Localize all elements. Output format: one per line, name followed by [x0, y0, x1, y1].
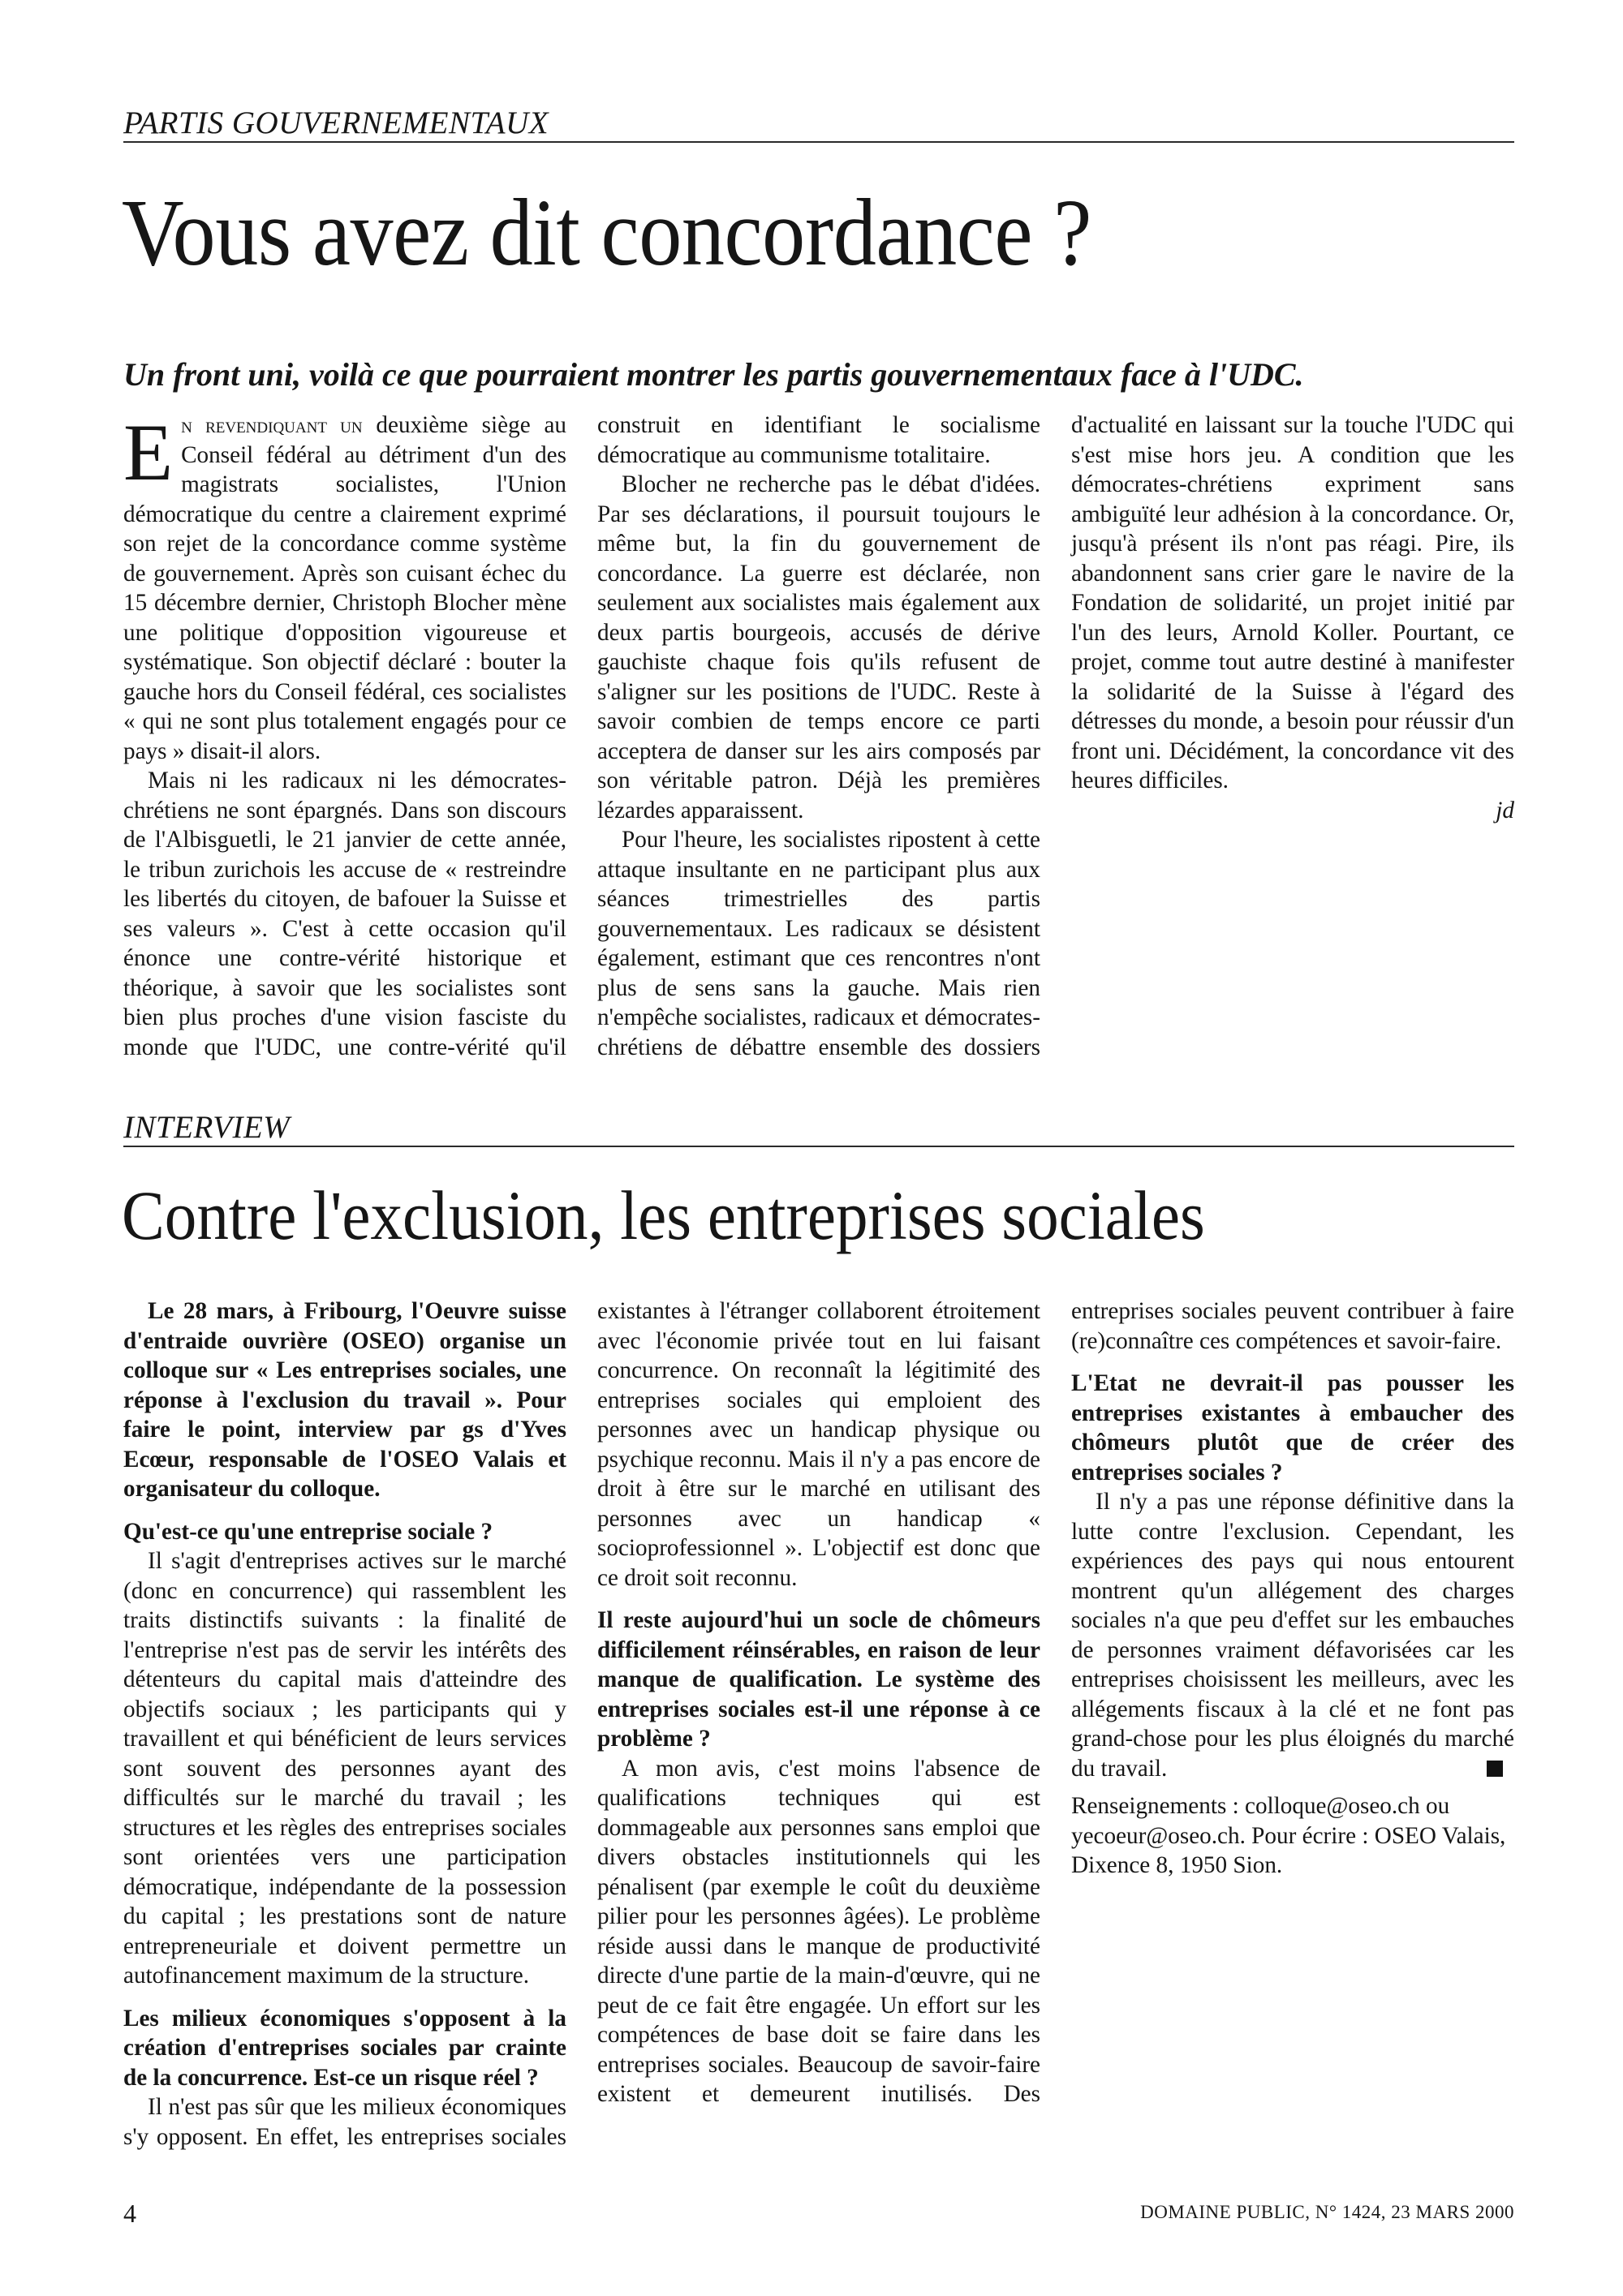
section-rule-2 — [123, 1146, 1514, 1147]
article-2-title: Contre l'exclusion, les entreprises sociales — [122, 1176, 1205, 1254]
article-1-body — [123, 407, 1514, 1066]
answer-4 — [1071, 1487, 1514, 1783]
question-4: L'Etat ne devrait-il pas pousser les entreprises existantes à embaucher des chômeurs plutôt que de créer des entreprises sociales ? — [1071, 1370, 1514, 1486]
article-1-p4: Pour l'heure, les socialistes ripostent à cette attaque insultante en ne participant plus aux séances trimestrielles des partis gouvernementaux. Les radicaux se désistent également, estimant que ces rencontres n'ont plus de sens sans la gauche. Mais rien n'empêche socialistes, radicaux et démocrates-chrétiens de débattre ensemble des dossiers d'actualité en laissant sur la touche l'UDC qui s'est mise hors jeu. A condition que les démocrates-chrétiens expriment sans ambiguïté leur adhésion à la concordance. Or, jusqu'à présent ils n'ont pas réagi. Pire, ils abandonnent sans crier gare le navire de la Fondation de solidarité, un projet initié par l'un des leurs, Arnold Koller. Pourtant, ce projet, comme tout autre destiné à manifester la solidarité de la Suisse à l'égard des détresses du monde, a besoin pour réussir d'un front uni. Décidément, la concordance vit des heures difficiles. — [597, 412, 1514, 1060]
section-label-1: PARTIS GOUVERNEMENTAUX — [123, 105, 549, 140]
page-number: 4 — [123, 2199, 136, 2228]
article-1-p3: Blocher ne recherche pas le débat d'idées. Par ses déclarations, il poursuit toujours le même but, la fin du gouvernement de concordance. La guerre est déclarée, non seulement aux socialistes mais également aux deux partis bourgeois, accusés de dérive gauchiste chaque fois qu'ils refusent de s'aligner sur les positions de l'UDC. Reste à savoir combien de temps encore ce parti acceptera de danser sur les airs composés par son véritable patron. Déjà les premières lézardes apparaissent. — [597, 471, 1040, 823]
article-1-signature: jd — [1496, 797, 1514, 823]
drop-cap-letter: E — [123, 407, 174, 497]
question-2: Les milieux économiques s'opposent à la création d'entreprises sociales par crainte de la concurrence. Est-ce un risque réel ? — [123, 2005, 566, 2091]
p1-text: deuxième siège au Conseil fédéral au détriment d'un des magistrats socialistes, l'Union démocratique du centre a clairement exprimé son rejet de la concordance comme système de gouvernement. Après son cuisant échec du 15 décembre dernier, Christoph Blocher mène une politique d'opposition vigoureuse et systématique. Son objectif déclaré : bouter la gauche hors du Conseil fédéral, ces socialistes « qui ne sont plus totalement engagés pour ce pays » disait-il alors. — [123, 412, 566, 764]
contact-info: Renseignements : colloque@oseo.ch ou yecoeur@oseo.ch. Pour écrire : OSEO Valais, Dixence 8, 1950 Sion. — [1071, 1793, 1506, 1878]
opening-words: n revendiquant un — [181, 413, 363, 437]
question-3: Il reste aujourd'hui un socle de chômeurs difficilement réinsérables, en raison de leur manque de qualification. Le système des entreprises sociales est-il une réponse à ce problème ? — [597, 1607, 1040, 1752]
interview-intro: Le 28 mars, à Fribourg, l'Oeuvre suisse d'entraide ouvrière (OSEO) organise un colloque sur « Les entreprises sociales, une réponse à l'exclusion du travail ». Pour faire le point, interview par gs d'Yves Ecœur, responsable de l'OSEO Valais et organisateur du colloque. — [123, 1298, 566, 1502]
section-label-2: INTERVIEW — [123, 1110, 291, 1145]
answer-3: A mon avis, c'est moins l'absence de qualifications techniques qui est dommageable aux personnes sans emploi que divers obstacles institutionnels qui les pénalisent (par exemple le coût du deuxième pilier pour les personnes âgées). Le problème réside aussi dans le manque de productivité directe d'une partie de la main-d'œuvre, qui ne peut de ce fait être engagée. Un effort sur les compétences de base doit se faire dans les entreprises sociales. Beaucoup de savoir-faire existent et demeurent inutilisés. Des entreprises sociales peuvent contribuer à faire (re)connaître ces compétences et savoir-faire. — [597, 1298, 1514, 2107]
article-1-title: Vous avez dit concordance ? — [122, 179, 1091, 286]
article-1-p2: Mais ni les radicaux ni les démocrates-chrétiens ne sont épargnés. Dans son discours de l'Albisguetli, le 21 janvier de cette année, le tribun zurichois les accuse de « restreindre les libertés du citoyen, de bafouer la Suisse et ses valeurs ». C'est à cette occasion qu'il énonce une contre-vérité historique et théorique, à savoir que les socialistes sont bien plus proches d'une vision fasciste du monde que l'UDC, une contre-vérité qu'il construit en identifiant le socialisme démocratique au communisme totalitaire. — [123, 412, 1040, 1060]
end-of-article-mark — [1487, 1761, 1503, 1777]
page-footer: DOMAINE PUBLIC, N° 1424, 23 MARS 2000 — [1140, 2202, 1514, 2222]
section-rule-1 — [123, 141, 1514, 143]
question-1: Qu'est-ce qu'une entreprise sociale ? — [123, 1518, 493, 1545]
answer-2: Il n'est pas sûr que les milieux économiques s'y opposent. En effet, les entreprises sociales existantes à l'étranger collaborent étroitement avec l'économie privée tout en lui faisant concurrence. On reconnaît la légitimité des entreprises sociales qui emploient des personnes avec un handicap physique ou psychique reconnu. Mais il n'y a pas encore de droit à être sur le marché en utilisant des personnes avec un handicap « socioprofessionnel ». L'objectif est donc que ce droit soit reconnu. — [123, 1298, 1040, 2150]
article-2-body — [123, 1296, 1514, 2166]
article-1-p1 — [123, 407, 566, 766]
article-1-lead: Un front uni, voilà ce que pourraient montrer les partis gouvernementaux face à l'UDC. — [123, 356, 1304, 393]
answer-1: Il s'agit d'entreprises actives sur le marché (donc en concurrence) qui rassemblent les traits distinctifs suivants : la finalité de l'entreprise n'est pas de servir les intérêts des détenteurs du capital mais d'atteindre des objectifs sociaux ; les participants qui y travaillent et qui bénéficient de leurs services sont souvent des personnes ayant des difficultés sur le marché du travail ; les structures et les règles des entreprises sociales sont orientées vers une participation démocratique, indépendante de la possession du capital ; les prestations sont de nature entrepreneuriale et doivent permettre un autofinancement maximum de la structure. — [123, 1548, 566, 1989]
answer-4-text: Il n'y a pas une réponse définitive dans la lutte contre l'exclusion. Cependant, les expériences des pays qui nous entourent montrent qu'un allégement des charges sociales n'a que peu d'effet sur les embauches de personnes vraiment défavorisées car les entreprises choisissent les meilleurs, avec les allégements fiscaux à la clé et ne font pas grand-chose pour les plus éloignés du marché du travail. — [1071, 1489, 1514, 1782]
